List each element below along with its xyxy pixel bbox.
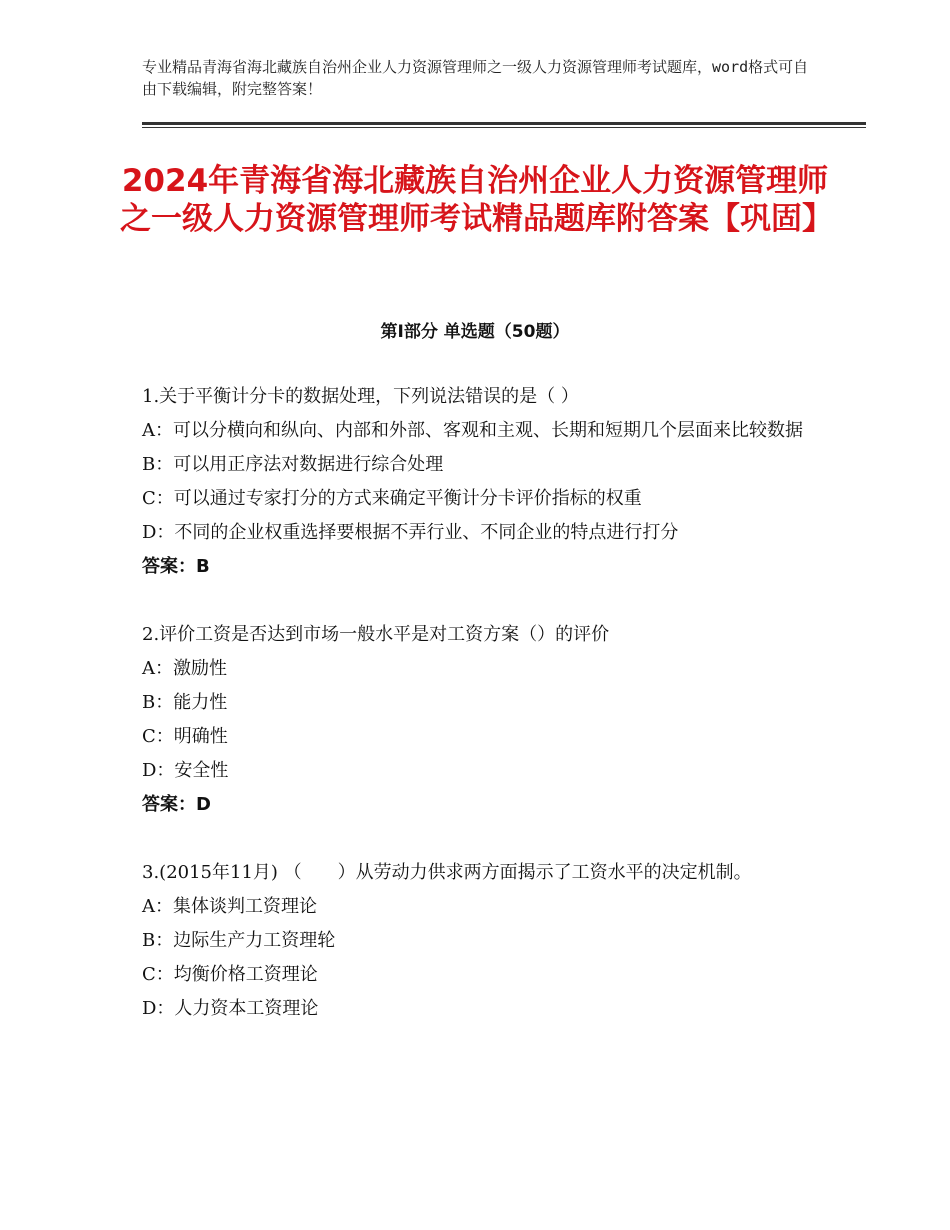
- section-heading: 第Ⅰ部分 单选题（50题）: [380, 322, 570, 342]
- question-1: [142, 380, 822, 584]
- question-stem: 3.(2015年11月) （ ）从劳动力供求两方面揭示了工资水平的决定机制。: [142, 862, 752, 883]
- question-3: [142, 856, 822, 1026]
- answer-value: B: [196, 556, 210, 577]
- answer-label: 答案：: [142, 794, 196, 815]
- option-c: C：明确性: [142, 726, 228, 747]
- document-title: 2024年青海省海北藏族自治州企业人力资源管理师之一级人力资源管理师考试精品题库附答案【巩固】: [120, 163, 833, 237]
- answer-line: [142, 550, 822, 584]
- question-2: [142, 618, 822, 822]
- question-list: [142, 380, 822, 1060]
- header-divider-thin: [142, 127, 866, 128]
- answer-label: 答案：: [142, 556, 196, 577]
- option-d: D：不同的企业权重选择要根据不弄行业、不同企业的特点进行打分: [142, 522, 679, 543]
- option-a: A：可以分横向和纵向、内部和外部、客观和主观、长期和短期几个层面来比较数据: [142, 420, 803, 441]
- question-stem: 1.关于平衡计分卡的数据处理，下列说法错误的是（ ）: [142, 386, 579, 407]
- option-b: B：可以用正序法对数据进行综合处理: [142, 454, 444, 475]
- option-a: A：集体谈判工资理论: [142, 896, 317, 917]
- question-stem: 2.评价工资是否达到市场一般水平是对工资方案（）的评价: [142, 624, 610, 645]
- option-c: C：可以通过专家打分的方式来确定平衡计分卡评价指标的权重: [142, 488, 642, 509]
- option-b: B：边际生产力工资理轮: [142, 930, 336, 951]
- answer-line: [142, 788, 822, 822]
- header-divider: [142, 122, 866, 125]
- answer-value: D: [196, 794, 211, 815]
- option-b: B：能力性: [142, 692, 228, 713]
- option-d: D：人力资本工资理论: [142, 998, 319, 1019]
- option-c: C：均衡价格工资理论: [142, 964, 318, 985]
- option-d: D：安全性: [142, 760, 229, 781]
- header-note: 专业精品青海省海北藏族自治州企业人力资源管理师之一级人力资源管理师考试题库，word格式可自由下载编辑，附完整答案！: [142, 58, 809, 98]
- option-a: A：激励性: [142, 658, 227, 679]
